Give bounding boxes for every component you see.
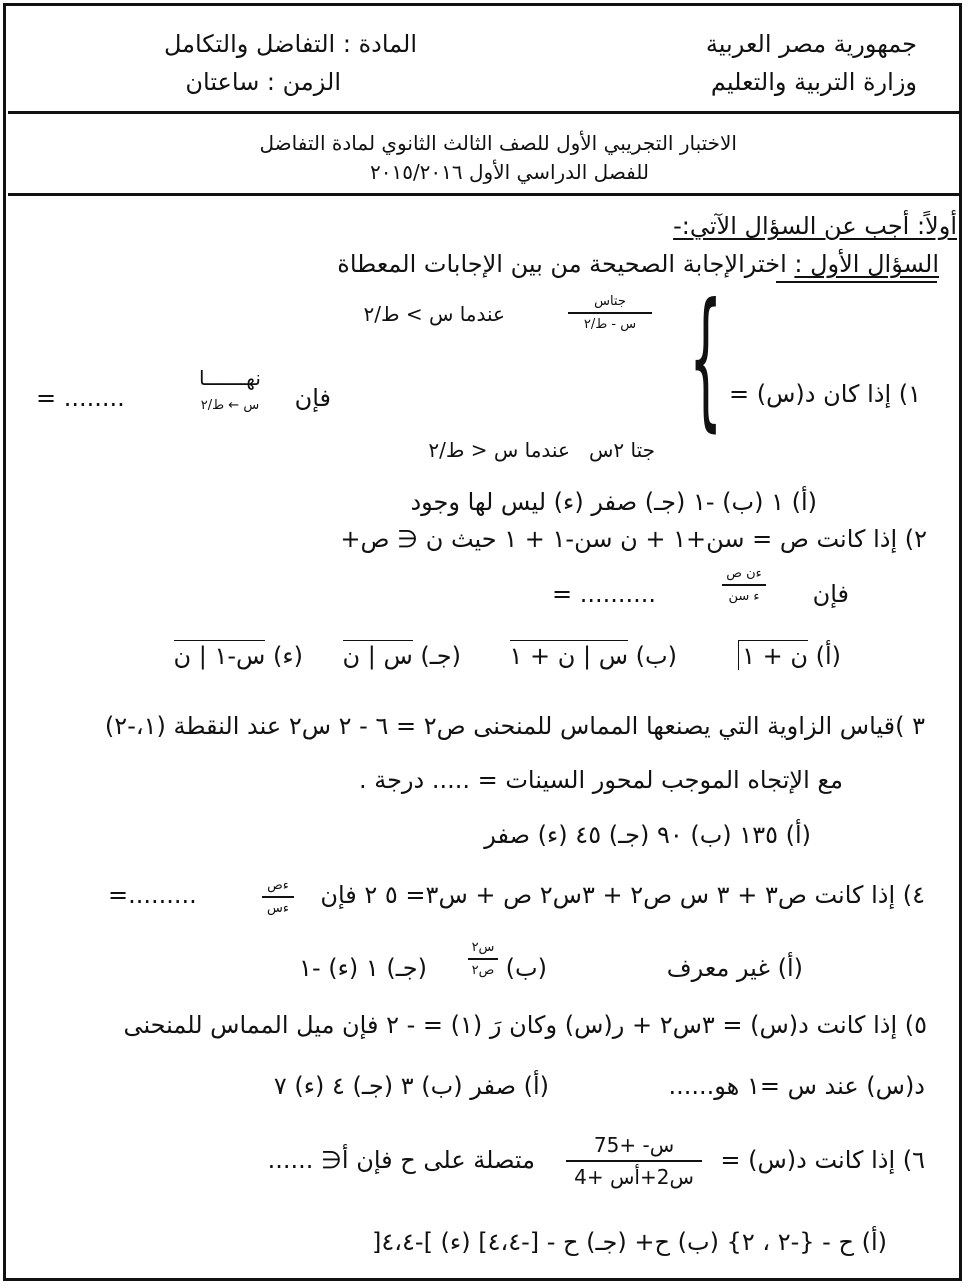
question-one-instruction: اخترالإجابة الصحيحة من بين الإجابات المعطاة <box>337 250 787 278</box>
q1-then: فإن <box>294 384 331 412</box>
ministry-name: وزارة التربية والتعليم <box>710 68 917 96</box>
q2-choice-d: (ء) س-١ | ن <box>173 642 303 670</box>
subject-label: المادة : التفاضل والتكامل <box>163 30 417 58</box>
q2-blank: = .......... <box>552 580 657 608</box>
q2-choice-d-value: س-١ | ن <box>173 642 266 670</box>
country-name: جمهورية مصر العربية <box>705 30 917 58</box>
q2-choice-b: (ب) س | ن + ١ <box>509 642 677 670</box>
q4-choice-b-fraction <box>468 940 498 978</box>
q1-case2-expression: جتا ٢س <box>588 438 655 462</box>
q1-case2 <box>428 440 655 460</box>
q1-choices: (أ) ١ (ب) -١ (جـ) صفر (ء) ليس لها وجود <box>410 488 817 516</box>
q5-line2: د(س) عند س =١ هو...... <box>668 1072 925 1100</box>
q1-lead: ١) إذا كان د(س) = <box>729 380 921 408</box>
limit-subscript: س ← ط/٢ <box>200 398 260 413</box>
q1-blank: = ........ <box>36 384 125 412</box>
limit-notation <box>180 366 280 413</box>
q4-lead: ٤) إذا كانت ص٣ + ٣ س ص٢ + ٣س٢ ص + س٣= ٥ ٢ فإن <box>320 881 925 909</box>
q1-case1-condition: عندما س > ط/٢ <box>363 302 505 326</box>
q4-choice-b-numerator: س٢ <box>471 940 495 955</box>
instruction-underline <box>776 281 937 283</box>
q5-choices: (أ) صفر (ب) ٣ (جـ) ٤ (ء) ٧ <box>273 1072 549 1100</box>
title-divider <box>8 193 961 196</box>
q2-choice-c: (جـ) س | ن <box>342 642 461 670</box>
q2-choice-c-value: س | ن <box>342 642 413 670</box>
q6-numerator: 7س- +5 <box>593 1133 675 1157</box>
q2-choice-b-value: س | ن + ١ <box>509 642 629 670</box>
q4-derivative-denominator: ءس <box>267 900 289 916</box>
q2-choice-a: (أ) ن + ١ <box>738 644 841 668</box>
q3-line2: مع الإتجاه الموجب لمحور السينات = ..... درجة . <box>358 766 843 794</box>
q6-tail: متصلة على ح فإن أ∈ ...... <box>267 1146 535 1174</box>
question-one-header <box>337 252 939 276</box>
q4-choice-a: (أ) غير معرف <box>666 954 803 982</box>
q4-blank: =......... <box>108 881 197 909</box>
limit-symbol: نهـــــــا <box>199 366 261 390</box>
header-divider <box>8 111 961 114</box>
q1-case1-denominator: س - ط/٢ <box>583 316 637 332</box>
q4-choice-cd: (جـ) ١ (ء) -١ <box>299 954 427 982</box>
q3-choices: (أ) ١٣٥ (ب) ٩٠ (جـ) ٤٥ (ء) صفر <box>484 821 811 849</box>
q2-derivative-numerator: ءن ص <box>726 566 762 581</box>
q1-case2-condition: عندما س < ط/٢ <box>428 438 570 462</box>
q4-derivative-numerator: ءص <box>267 878 289 893</box>
q1-case1-numerator: جتاس <box>594 294 626 309</box>
q4-derivative <box>262 878 294 916</box>
q6-fraction <box>566 1133 702 1189</box>
question-one-label: السؤال الأول : <box>794 250 939 278</box>
exam-term: للفصل الدراسي الأول ٢٠١٥/٢٠١٦ <box>369 160 649 184</box>
q4-choice-b-denominator: ص٢ <box>471 962 495 978</box>
q6-lead: ٦) إذا كانت د(س) = <box>720 1146 925 1174</box>
section-heading: أولاً: أجب عن السؤال الآتي:- <box>673 212 957 240</box>
q5-line1: ٥) إذا كانت د(س) = ٣س٢ + ر(س) وكان رَ (١) = - ٢ فإن ميل المماس للمنحنى <box>123 1011 927 1039</box>
exam-title: الاختبار التجريبي الأول للصف الثالث الثانوي لمادة التفاضل <box>259 131 737 155</box>
piecewise-brace: { <box>689 272 723 446</box>
time-label: الزمن : ساعتان <box>185 68 341 96</box>
q4-choice-b-label: (ب) <box>505 954 547 982</box>
q2-choice-a-value: ن + ١ <box>738 640 808 670</box>
q1-case1-fraction <box>568 294 652 332</box>
q6-choices: (أ) ح - {-٢ ، ٢} (ب) ح+ (جـ) ح - [-٤،٤] (ء) ]-٤،٤[ <box>372 1228 887 1256</box>
q2-then: فإن <box>812 580 849 608</box>
q2-lead: ٢) إذا كانت ص = سن+١ + ن سن-١ + ١ حيث ن ∈ ص+ <box>340 525 927 553</box>
q2-derivative-denominator: ء سن <box>728 588 760 604</box>
q3-line1: ٣ )قياس الزاوية التي يصنعها المماس للمنحنى ص٢ = ٦ - ٢ س٢ عند النقطة (١،-٢) <box>104 712 925 740</box>
q6-denominator: س2+أس +4 <box>574 1164 694 1189</box>
q2-derivative <box>722 566 766 604</box>
